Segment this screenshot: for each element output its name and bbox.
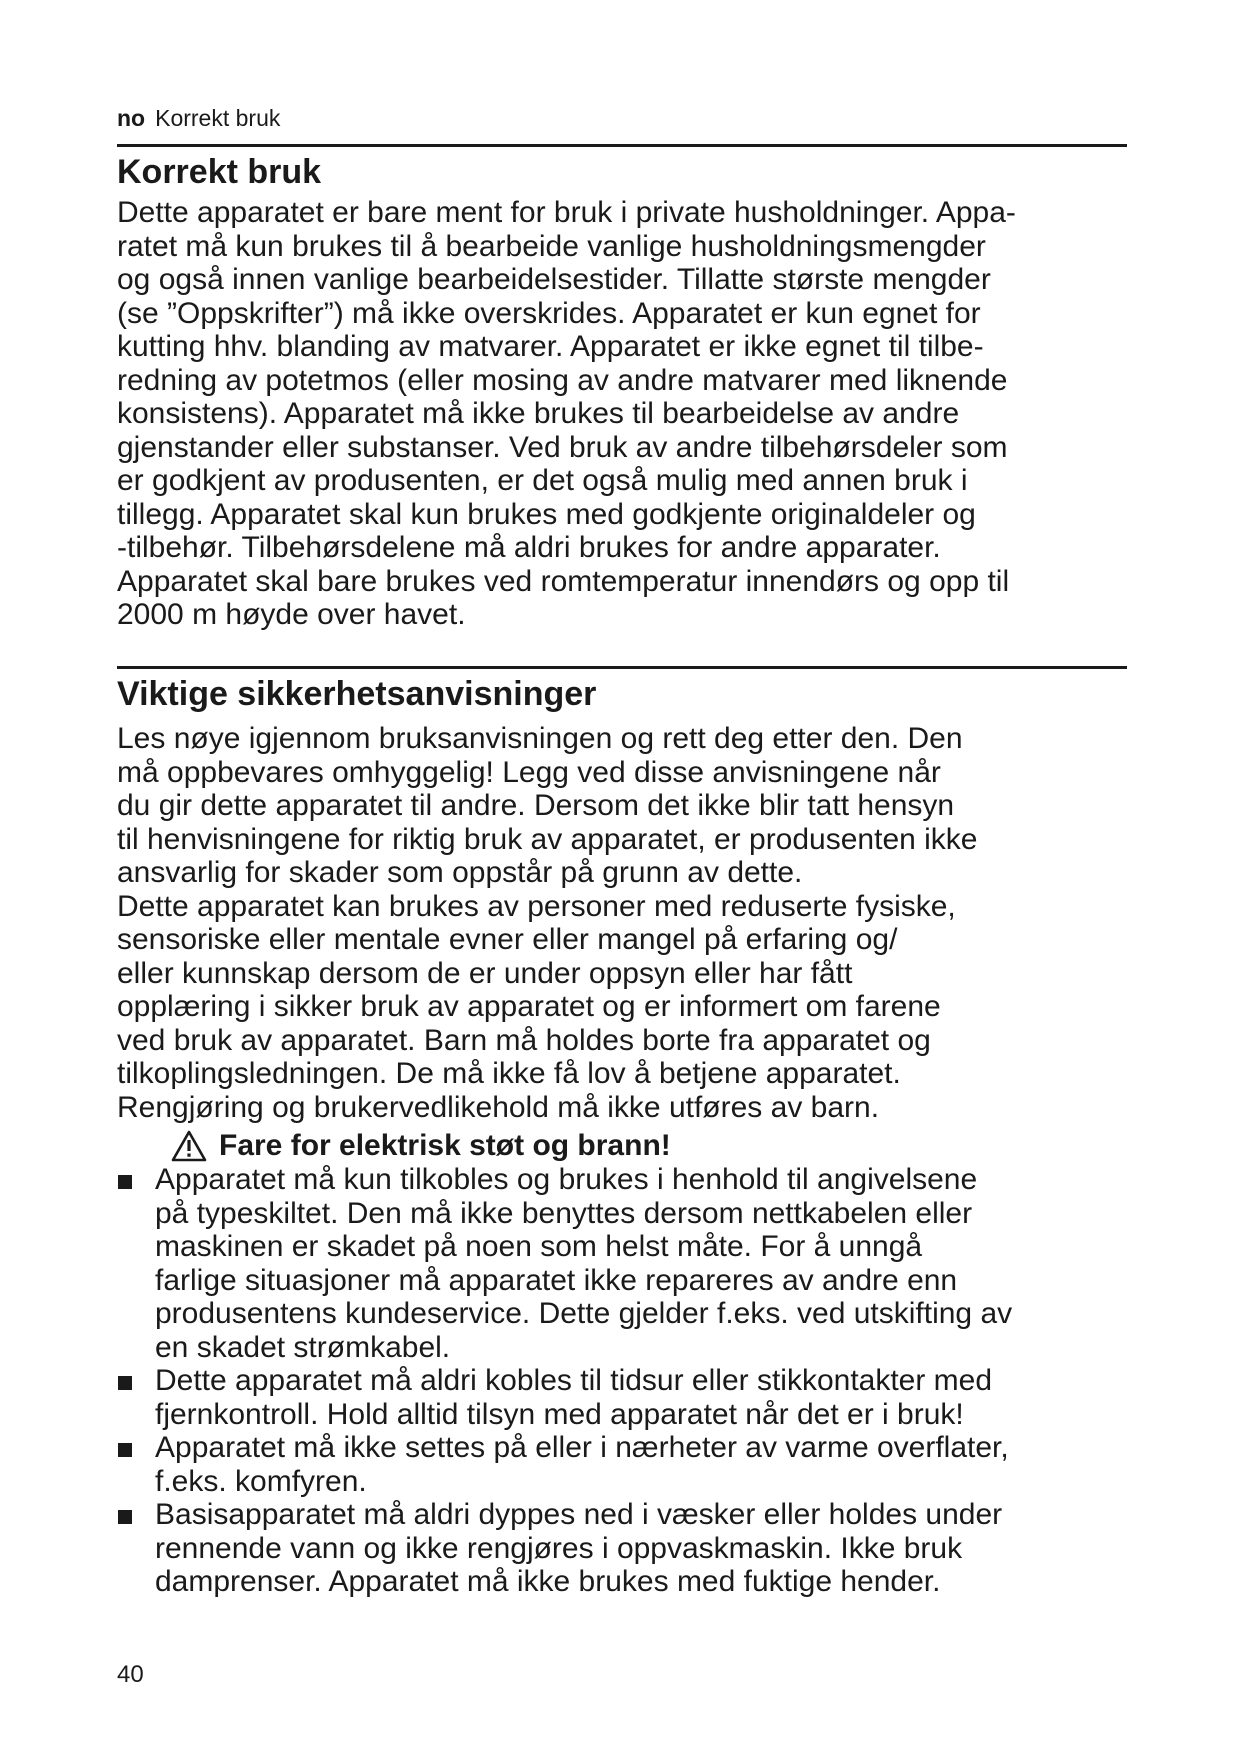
text-line: tillegg. Apparatet skal kun brukes med godkjente originaldeler og [117,497,976,531]
list-item [117,1364,1127,1431]
text-line: Les nøye igjennom bruksanvisningen og rett deg etter den. Den [117,722,963,755]
text-line: maskinen er skadet på noen som helst måte. For å unngå [155,1230,923,1263]
text-line: ved bruk av apparatet. Barn må holdes borte fra apparatet og [117,1023,931,1057]
text-line: tilkoplingsledningen. De må ikke få lov å betjene apparatet. [117,1057,901,1090]
text-line: du gir dette apparatet til andre. Dersom det ikke blir tatt hensyn [117,789,955,822]
section-title-correct-use: Korrekt bruk [117,153,322,191]
text-line: damprenser. Apparatet må ikke brukes med fuktige hender. [155,1565,941,1598]
text-line: ansvarlig for skader som oppstår på grunn av dette. [117,856,803,889]
bullet-square-icon [118,1376,132,1390]
text-line: redning av potetmos (eller mosing av andre matvarer med liknende [117,363,1008,397]
text-line: Dette apparatet kan brukes av personer med reduserte fysiske, [117,889,956,923]
list-item [117,1498,1127,1599]
text-line: eller kunnskap dersom de er under oppsyn eller har fått [117,956,853,990]
header-section-name: Korrekt bruk [155,105,281,131]
text-line: -tilbehør. Tilbehørsdelene må aldri brukes for andre apparater. [117,531,941,564]
list-item [117,1163,1127,1364]
warning-title: Fare for elektrisk støt og brann! [219,1129,671,1162]
safety-intro-paragraph [117,722,1127,1124]
running-header [117,104,280,132]
correct-use-paragraph [117,196,1127,632]
warning-triangle-icon [171,1130,207,1162]
page-number: 40 [117,1661,144,1688]
text-line: er godkjent av produsenten, er det også mulig med annen bruk i [117,464,968,497]
bullet-square-icon [118,1443,132,1457]
text-line: sensoriske eller mentale evner eller mangel på erfaring og/ [117,923,898,956]
text-line: fjernkontroll. Hold alltid tilsyn med apparatet når det er i bruk! [155,1397,964,1431]
section-divider [117,666,1127,669]
text-line: (se ”Oppskrifter”) må ikke overskrides. Apparatet er kun egnet for [117,296,981,330]
text-line: Apparatet må ikke settes på eller i nærheter av varme overflater, [155,1431,1009,1464]
warning-heading [171,1129,671,1163]
section-divider [117,144,1127,147]
text-line: på typeskiltet. Den må ikke benyttes dersom nettkabelen eller [155,1196,973,1230]
text-line: produsentens kundeservice. Dette gjelder f.eks. ved utskifting av [155,1297,1013,1330]
text-line: konsistens). Apparatet må ikke brukes til bearbeidelse av andre [117,397,960,430]
bullet-square-icon [118,1175,132,1189]
text-line: 2000 m høyde over havet. [117,598,466,631]
text-line: ratet må kun brukes til å bearbeide vanlige husholdningsmengder [117,229,986,263]
text-line: til henvisningene for riktig bruk av apparatet, er produsenten ikke [117,822,978,856]
text-line: og også innen vanlige bearbeidelsestider. Tillatte største mengder [117,263,991,296]
text-line: farlige situasjoner må apparatet ikke repareres av andre enn [155,1263,958,1297]
text-line: Apparatet skal bare brukes ved romtemperatur innendørs og opp til [117,564,1010,598]
text-line: opplæring i sikker bruk av apparatet og er informert om farene [117,990,941,1023]
text-line: Rengjøring og brukervedlikehold må ikke utføres av barn. [117,1090,880,1124]
text-line: rennende vann og ikke rengjøres i oppvaskmaskin. Ikke bruk [155,1531,963,1565]
text-line: Dette apparatet må aldri kobles til tidsur eller stikkontakter med [155,1364,993,1397]
text-line: Dette apparatet er bare ment for bruk i private husholdninger. Appa- [117,196,1016,229]
text-line: må oppbevares omhyggelig! Legg ved disse anvisningene når [117,755,941,789]
header-language-code: no [117,105,146,131]
section-title-safety-instructions: Viktige sikkerhetsanvisninger [117,675,597,713]
list-item [117,1431,1127,1498]
bullet-square-icon [118,1510,132,1524]
safety-bullet-list [117,1163,1127,1599]
text-line: kutting hhv. blanding av matvarer. Apparatet er ikke egnet til tilbe- [117,330,984,363]
text-line: en skadet strømkabel. [155,1330,451,1364]
text-line: Apparatet må kun tilkobles og brukes i henhold til angivelsene [155,1163,978,1196]
text-line: Basisapparatet må aldri dyppes ned i væsker eller holdes under [155,1498,1003,1531]
text-line: gjenstander eller substanser. Ved bruk av andre tilbehørsdeler som [117,430,1008,464]
text-line: f.eks. komfyren. [155,1464,367,1498]
